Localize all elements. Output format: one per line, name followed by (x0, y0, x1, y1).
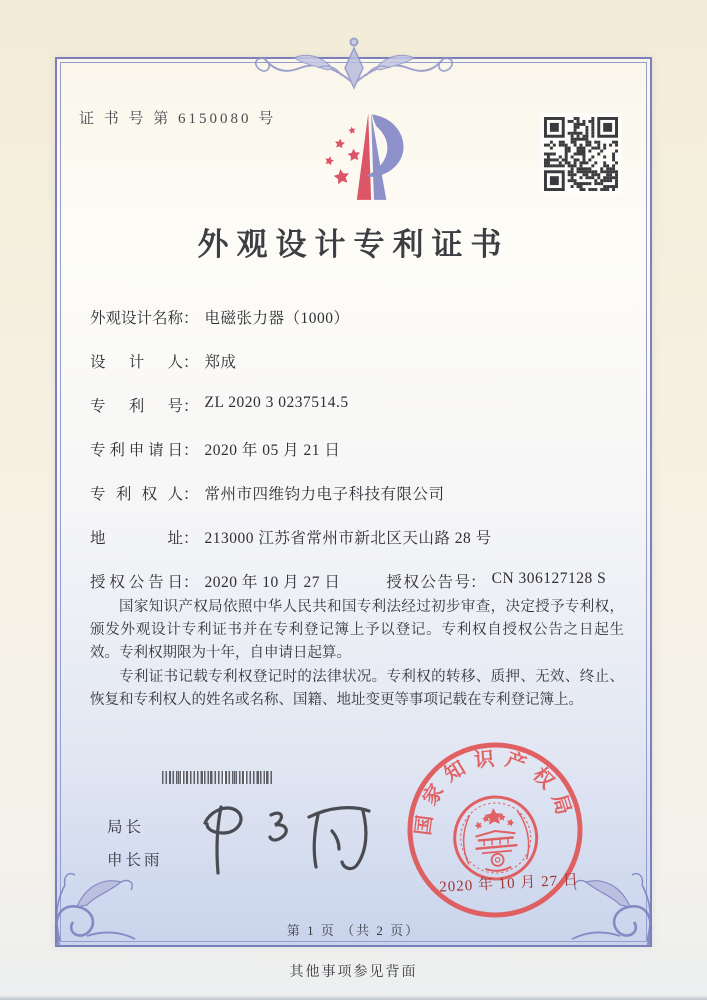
field-row-address (90, 526, 630, 570)
field-colon: ： (183, 486, 199, 503)
seal-date: 2020 年 10 月 27 日 (438, 872, 580, 896)
field-colon: ： (183, 530, 199, 547)
field-colon: ： (183, 442, 199, 459)
svg-text:国家知识产权局 (405, 741, 579, 839)
back-side-note: 其他事项参见背面 (289, 965, 418, 980)
field-row-patentee (90, 482, 630, 526)
field-value: 电磁张力器（1000） (204, 310, 350, 327)
legal-paragraph-1: 国家知识产权局依照中华人民共和国专利法经过初步审查，决定授予专利权，颁发外观设计专利证书并在专利登记簿上予以登记。专利权自授权公告之日起生效。专利权期限为十年，自申请日起算。 (90, 599, 624, 661)
handwritten-signature-icon (187, 775, 387, 879)
field-label: 授权公告号 (386, 574, 471, 591)
field-colon: ： (470, 574, 486, 591)
legal-text (90, 596, 624, 713)
field-label: 专利申请日 (90, 442, 183, 459)
field-row-design-name (90, 306, 630, 350)
field-label: 专利号 (90, 398, 183, 415)
page-number: 第 1 页 （共 2 页） (286, 923, 421, 938)
certificate-number: 证 书 号 第 6150080 号 (79, 111, 277, 127)
field-label: 设计人 (90, 354, 183, 371)
commissioner-name: 申长雨 (107, 852, 163, 869)
field-colon: ： (183, 354, 199, 371)
field-value: ZL 2020 3 0237514.5 (204, 394, 349, 411)
field-label: 授权公告日 (90, 574, 183, 591)
commissioner-title: 局长 (107, 819, 145, 836)
field-value: 2020 年 05 月 21 日 (204, 442, 341, 459)
official-red-seal-icon (392, 727, 598, 933)
field-label: 地址 (90, 530, 183, 547)
field-value: 213000 江苏省常州市新北区天山路 28 号 (204, 530, 492, 547)
field-label: 外观设计名称 (90, 310, 184, 327)
field-value: CN 306127128 S (491, 570, 607, 587)
field-row-filing-date (90, 438, 630, 482)
field-colon: ： (183, 398, 199, 415)
seal-ring-text: 国家知识产权局 (412, 747, 577, 837)
certificate-title: 外观设计专利证书 (197, 227, 510, 262)
field-row-designer (90, 350, 630, 394)
field-label: 专利权人 (90, 486, 183, 503)
field-colon: ： (183, 310, 199, 327)
legal-paragraph-2: 专利证书记载专利权登记时的法律状况。专利权的转移、质押、无效、终止、恢复和专利权人的姓名或名称、国籍、地址变更等事项记载在专利登记簿上。 (90, 669, 624, 708)
field-value: 常州市四维钧力电子科技有限公司 (204, 486, 445, 503)
top-ornament-icon (249, 28, 459, 92)
cnipa-patent-logo-icon (297, 103, 411, 215)
field-list (90, 306, 630, 614)
field-colon: ： (183, 574, 199, 591)
qr-code-icon (540, 113, 622, 195)
certificate-page (55, 57, 652, 947)
field-row-patent-number (90, 394, 630, 438)
field-value: 郑成 (204, 354, 237, 371)
field-value: 2020 年 10 月 27 日 (204, 574, 341, 591)
